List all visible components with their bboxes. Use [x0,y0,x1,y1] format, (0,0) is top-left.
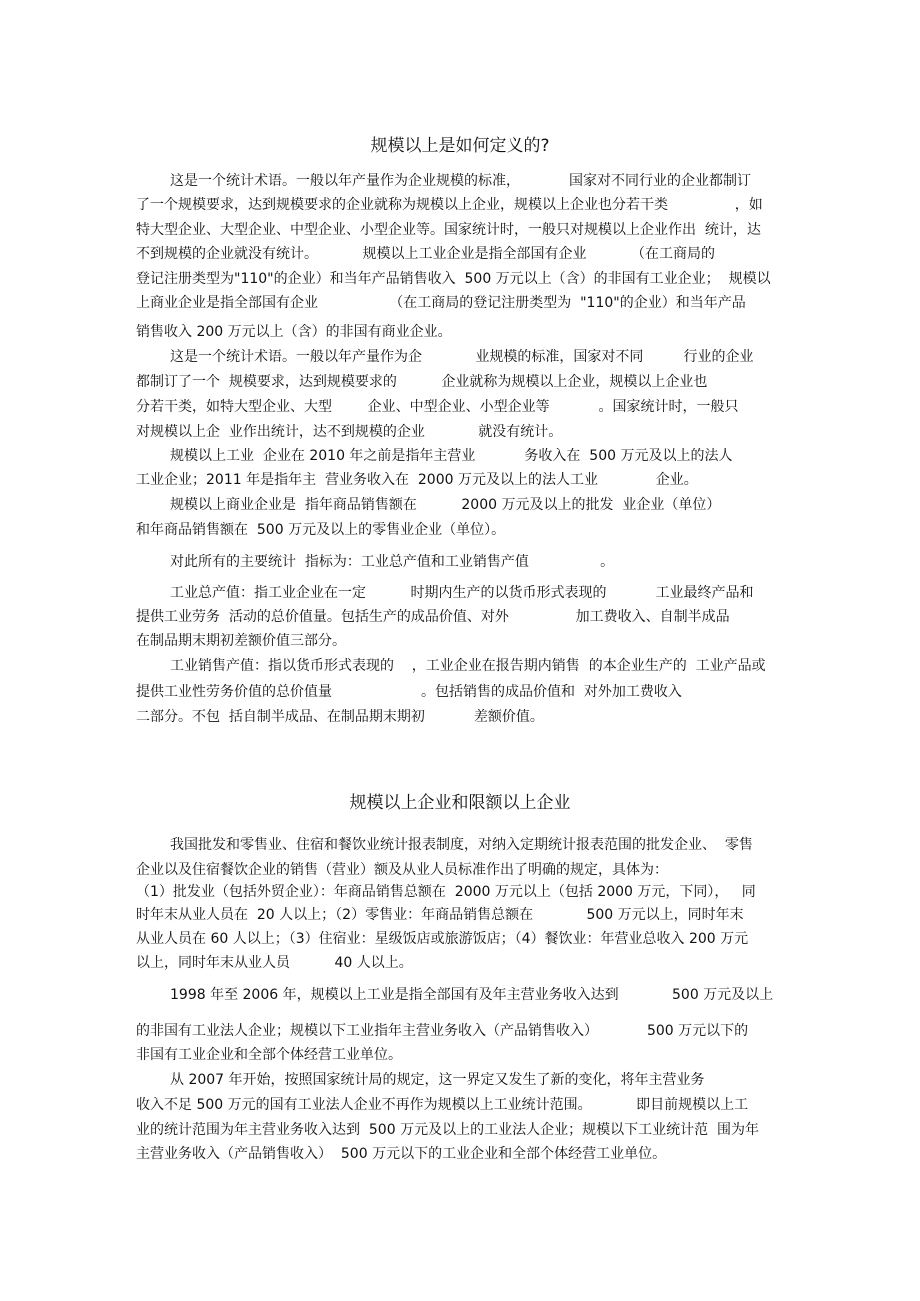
text-line: 分若干类，如特大型企业、大型 企业、中型企业、小型企业等 。国家统计时，一般只 [136,399,739,415]
text-line: 规模以上商业企业是 指年商品销售额在 2000 万元及以上的批发 业企业（单位） [170,497,721,513]
text-line: 收入不足 500 万元的国有工业法人企业不再作为规模以上工业统计范围。 即目前规模以上工 [136,1097,749,1113]
text-line: 这是一个统计术语。一般以年产量作为企业规模的标准， 国家对不同行业的企业都制订 [170,173,751,189]
text-line: 我国批发和零售业、住宿和餐饮业统计报表制度，对纳入定期统计报表范围的批发企业、 零售 [170,837,753,853]
text-line: 以上，同时年末从业人员 40 人以上。 [136,955,413,971]
text-line: 都制订了一个 规模要求，达到规模要求的 企业就称为规模以上企业，规模以上企业也 [136,374,708,390]
text-line: 工业销售产值：指以货币形式表现的 ，工业企业在报告期内销售 的本企业生产的 工业产品或 [170,658,766,674]
text-line: 对规模以上企 业作出统计，达不到规模的企业 就没有统计。 [136,424,563,440]
section2-title: 规模以上企业和限额以上企业 [349,793,571,813]
text-line: 规模以上工业 企业在 2010 年之前是指年主营业 务收入在 500 万元及以上的法人 [170,448,733,464]
text-line: 非国有工业企业和全部个体经营工业单位。 [136,1047,402,1063]
text-line: 工业企业；2011 年是指年主 营业务收入在 2000 万元及以上的法人工业 企业。 [136,472,698,488]
text-line: 提供工业性劳务价值的总价值量 。包括销售的成品价值和 对外加工费收入 [136,684,682,700]
text-line: 提供工业劳务 活动的总价值量。包括生产的成品价值、对外 加工费收入、自制半成品 [136,609,730,625]
text-line: 对此所有的主要统计 指标为：工业总产值和工业销售产值 。 [170,554,615,570]
text-line: 时年末从业人员在 20 人以上；（2）零售业：年商品销售总额在 500 万元以上，同时年末 [136,907,744,923]
text-line: 1998 年至 2006 年，规模以上工业是指全部国有及年主营业务收入达到 500 万元及以上 [170,987,774,1003]
text-line: 的非国有工业法人企业；规模以下工业指年主营业务收入（产品销售收入） 500 万元以下的 [136,1023,749,1039]
text-line: 从 2007 年开始，按照国家统计局的规定，这一界定又发生了新的变化，将年主营业务 [170,1072,705,1088]
text-line: 上商业企业是指全部国有企业 （在工商局的登记注册类型为 "110"的企业）和当年产品 [136,295,746,311]
text-line: 工业总产值：指工业企业在一定 时期内生产的以货币形式表现的 工业最终产品和 [170,585,754,601]
text-line: 特大型企业、大型企业、中型企业、小型企业等。国家统计时，一般只对规模以上企业作出 统计，达 [136,222,761,238]
text-line: 企业以及住宿餐饮企业的销售（营业）额及从业人员标准作出了明确的规定，具体为： [136,862,668,878]
text-line: （1）批发业（包括外贸企业）：年商品销售总额在 2000 万元以上（包括 2000 万元，下同）， 同 [136,884,756,900]
section1-title: 规模以上是如何定义的? [370,136,550,156]
text-line: 在制品期末期初差额价值三部分。 [136,633,346,649]
text-line: 登记注册类型为"110"的企业）和当年产品销售收入 500 万元以上（含）的非国有工业企业； 规模以 [136,271,771,287]
text-line: 从业人员在 60 人以上；（3）住宿业：星级饭店或旅游饭店；（4）餐饮业：年营业总收入 200 万元 [136,931,749,947]
text-line: 二部分。不包 括自制半成品、在制品期末期初 差额价值。 [136,709,544,725]
text-line: 和年商品销售额在 500 万元及以上的零售业企业（单位）。 [136,522,506,538]
text-line: 主营业务收入（产品销售收入） 500 万元以下的工业企业和全部个体经营工业单位。 [136,1146,667,1162]
text-line: 销售收入 200 万元以上（含）的非国有商业企业。 [136,324,452,340]
text-line: 这是一个统计术语。一般以年产量作为企 业规模的标准，国家对不同 行业的企业 [170,349,754,365]
text-line: 业的统计范围为年主营业务收入达到 500 万元及以上的工业法人企业；规模以下工业统计范 围为年 [136,1122,759,1138]
text-line: 了一个规模要求，达到规模要求的企业就称为规模以上企业，规模以上企业也分若干类 ，如 [136,197,763,213]
text-line: 不到规模的企业就没有统计。 规模以上工业企业是指全部国有企业 （在工商局的 [136,246,716,262]
